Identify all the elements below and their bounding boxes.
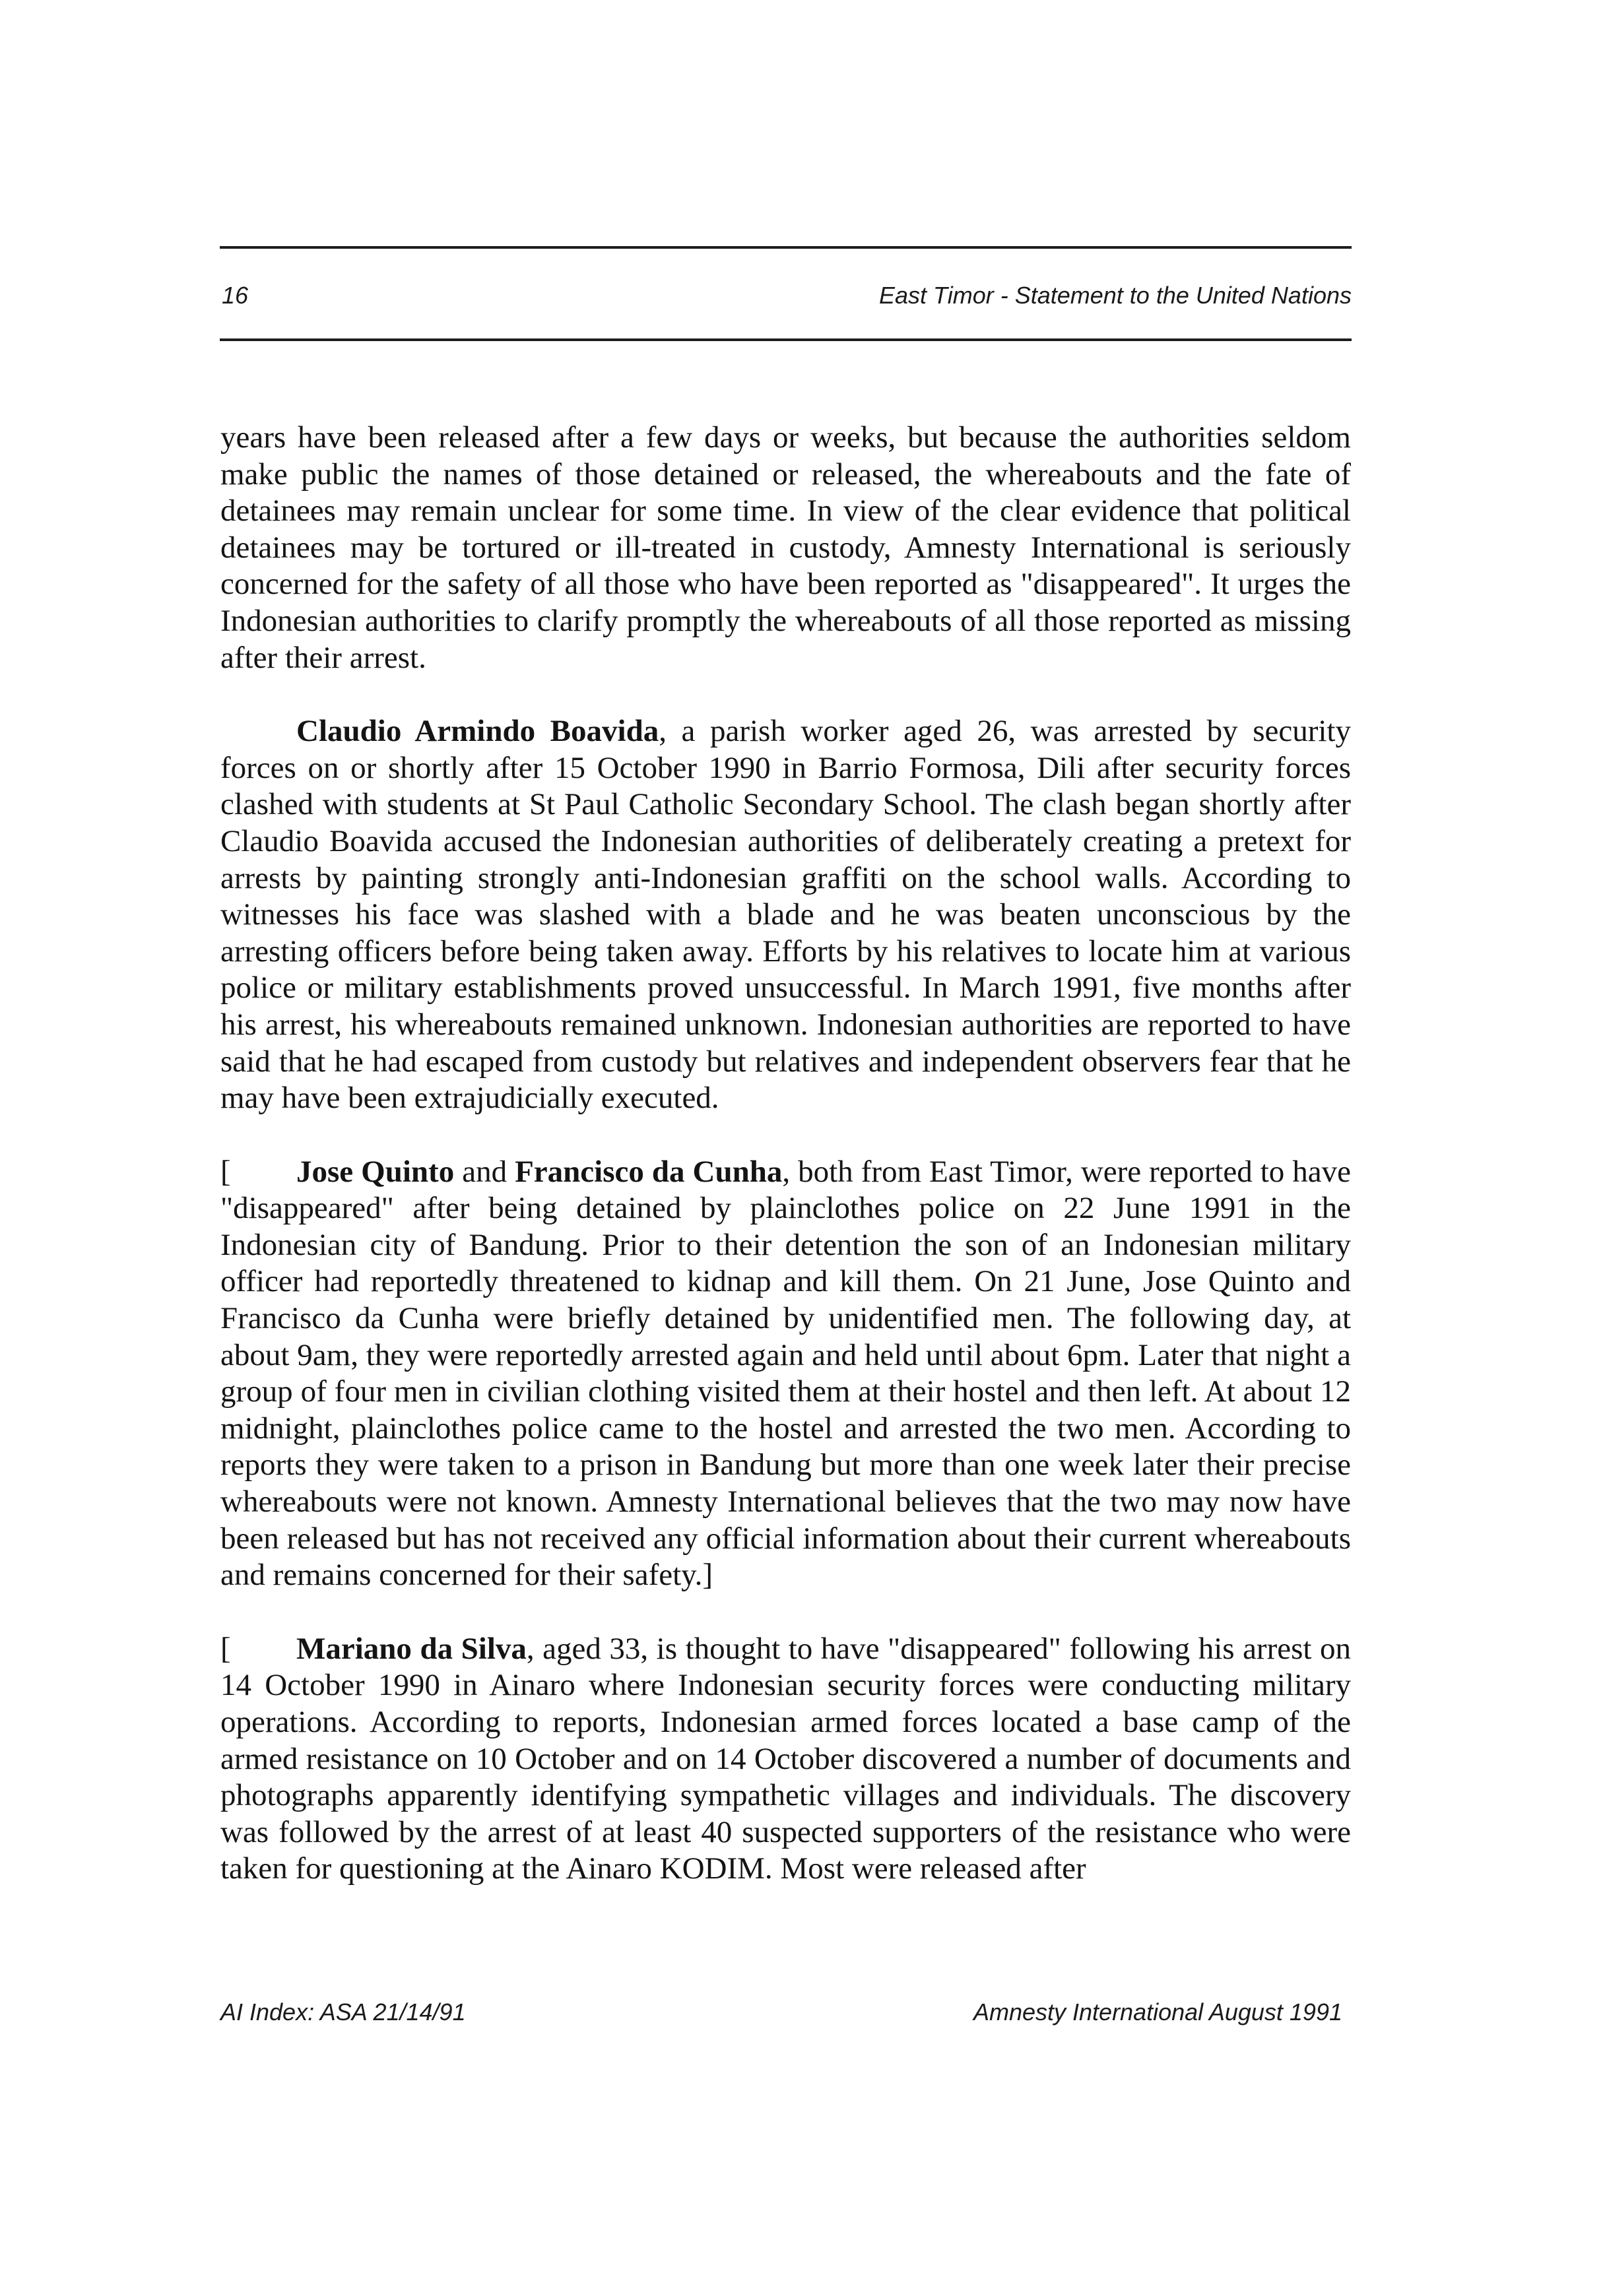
paragraph-3-text: , both from East Timor, were reported to have "disappeared" after being detained by plainclothes police on 22 June 1991 in the Indonesian city of Bandung. Prior to their detention the son of an Indonesian military officer had reportedly threatened to kidnap and kill them. On 21 June, Jose Quinto and Francisco da Cunha were briefly detained by unidentified men. The following day, at about 9am, they were reportedly arrested again and held until about 6pm. Later that night a group of four men in civilian clothing visited them at their hostel and then left. At about 12 midnight, plainclothes police came to the hostel and arrested the two men. According to reports they were taken to a prison in Bandung but more than one week later their precise whereabouts were not known. Amnesty International believes that the two may now have been released but has not received any official information about their current whereabouts and remains concerned for their safety.] bbox=[220, 1154, 1352, 1593]
person-name-quinto: Jose Quinto bbox=[296, 1154, 455, 1189]
header-rule-bottom bbox=[220, 338, 1352, 341]
header-rule-top bbox=[220, 246, 1352, 249]
person-name-da-silva: Mariano da Silva bbox=[296, 1631, 527, 1666]
open-bracket: [ bbox=[220, 1631, 231, 1666]
paragraph-2-text: , a parish worker aged 26, was arrested by security forces on or shortly after 15 October 1990 in Barrio Formosa, Dili after security forces clashed with students at St Paul Catholic Secondary School. The clash began shortly after Claudio Boavida accused the Indonesian authorities of deliberately creating a pretext for arrests by painting strongly anti-Indonesian graffiti on the school walls. According to witnesses his face was slashed with a blade and he was beaten unconscious by the arresting officers before being taken away. Efforts by his relatives to locate him at various police or military establishments proved unsuccessful. In March 1991, five months after his arrest, his whereabouts remained unknown. Indonesian authorities are reported to have said that he had escaped from custody but relatives and independent observers fear that he may have been extrajudicially executed. bbox=[220, 714, 1351, 1116]
page-number: 16 bbox=[222, 282, 249, 309]
paragraph-3 bbox=[220, 1154, 1351, 1594]
person-name-da-cunha: Francisco da Cunha bbox=[515, 1154, 783, 1189]
footer-publisher: Amnesty International August 1991 bbox=[973, 1998, 1342, 2025]
paragraph-2 bbox=[220, 713, 1351, 1117]
paragraph-1 bbox=[220, 420, 1351, 676]
paragraph-4 bbox=[220, 1631, 1351, 1888]
running-title: East Timor - Statement to the United Nations bbox=[879, 282, 1352, 309]
footer-index: AI Index: ASA 21/14/91 bbox=[220, 1998, 466, 2025]
paragraph-1-text: years have been released after a few days or weeks, but because the authorities seldom make public the names of those detained or released, the whereabouts and the fate of detainees may remain unclear for some time. In view of the clear evidence that political detainees may be tortured or ill-treated in custody, Amnesty International is seriously concerned for the safety of all those who have been reported as "disappeared". It urges the Indonesian authorities to clarify promptly the whereabouts of all those reported as missing after their arrest. bbox=[220, 420, 1351, 675]
paragraph-4-text: , aged 33, is thought to have "disappeared" following his arrest on 14 October 1990 in Ainaro where Indonesian security forces were conducting military operations. According to reports, Indonesian armed forces located a base camp of the armed resistance on 10 October and on 14 October discovered a number of documents and photographs apparently identifying sympathetic villages and individuals. The discovery was followed by the arrest of at least 40 suspected supporters of the resistance who were taken for questioning at the Ainaro KODIM. Most were released after bbox=[220, 1631, 1351, 1886]
person-name-boavida: Claudio Armindo Boavida bbox=[296, 714, 659, 749]
open-bracket: [ bbox=[220, 1154, 231, 1189]
body-text bbox=[220, 420, 1351, 1925]
joiner-and: and bbox=[454, 1154, 515, 1189]
